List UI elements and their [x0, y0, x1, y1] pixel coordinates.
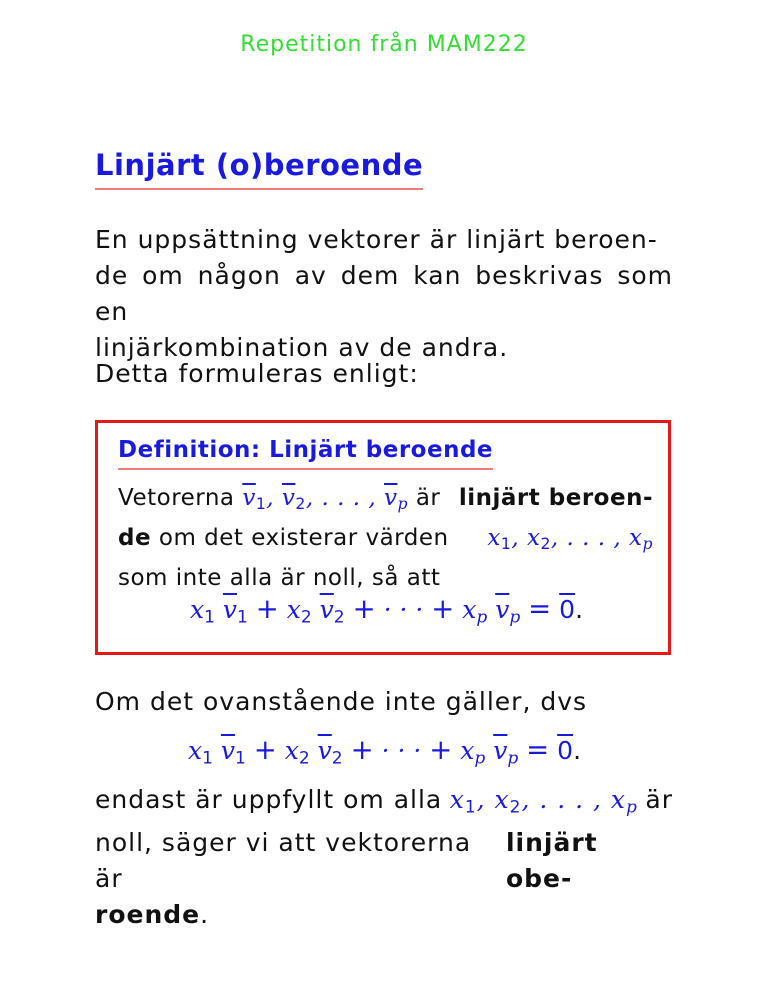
independence-equation: $x_1$ $\overline{v}_1 + x_2$ $\overline{v}_2$ + · · · + $x_p$ $\overline{v}_p = 0$.	[188, 734, 582, 769]
definition-text	[118, 481, 653, 595]
intro-line-3: linjärkombination av de andra.	[95, 333, 509, 362]
closing-scalar-math: $x_1$, $x_2$, . . . , $x_p$	[449, 785, 638, 818]
vector-list-math: $\overline{v}_1$, $\overline{v}_2$, . . . , $\overline{v}_p$	[242, 485, 408, 513]
slide-header: Repetition från MAM222	[240, 32, 528, 57]
definition-bold-2: de	[118, 524, 152, 551]
definition-text-end: som inte alla är noll, så att	[118, 564, 441, 591]
intro-paragraph	[95, 222, 673, 366]
scalar-list-math: $x_1$, $x_2$, . . . , $x_p$	[487, 524, 653, 553]
closing-part-1: endast är uppfyllt om alla	[95, 785, 443, 814]
lead-text: Detta formuleras enligt:	[95, 359, 419, 388]
intro-line-2: de om någon av dem kan beskrivas som en	[95, 261, 673, 326]
closing-bold-2: roende	[95, 900, 201, 930]
after-text: Om det ovanstående inte gäller, dvs	[95, 687, 588, 716]
closing-paragraph	[95, 782, 673, 933]
closing-part-2: är	[645, 785, 673, 814]
definition-bold-1: linjärt beroen-	[458, 485, 653, 511]
definition-title: Definition: Linjärt beroende	[118, 437, 493, 470]
section-title: Linjärt (o)beroende	[95, 148, 423, 190]
definition-box	[95, 420, 671, 655]
definition-text-mid: om det existerar värden	[158, 524, 449, 551]
closing-bold-1: linjärt obe-	[505, 828, 598, 894]
closing-end: .	[200, 900, 210, 930]
definition-text-start: Vetorerna	[118, 485, 235, 511]
definition-text-ar: är	[415, 485, 441, 511]
dependence-equation: $x_1$ $\overline{v}_1 + x_2$ $\overline{v}_2$ + · · · + $x_p$ $\overline{v}_p = 0$.	[190, 593, 584, 628]
intro-line-1: En uppsättning vektorer är linjärt beroen-	[95, 225, 658, 254]
closing-part-3: noll, säger vi att vektorerna är	[95, 828, 472, 894]
